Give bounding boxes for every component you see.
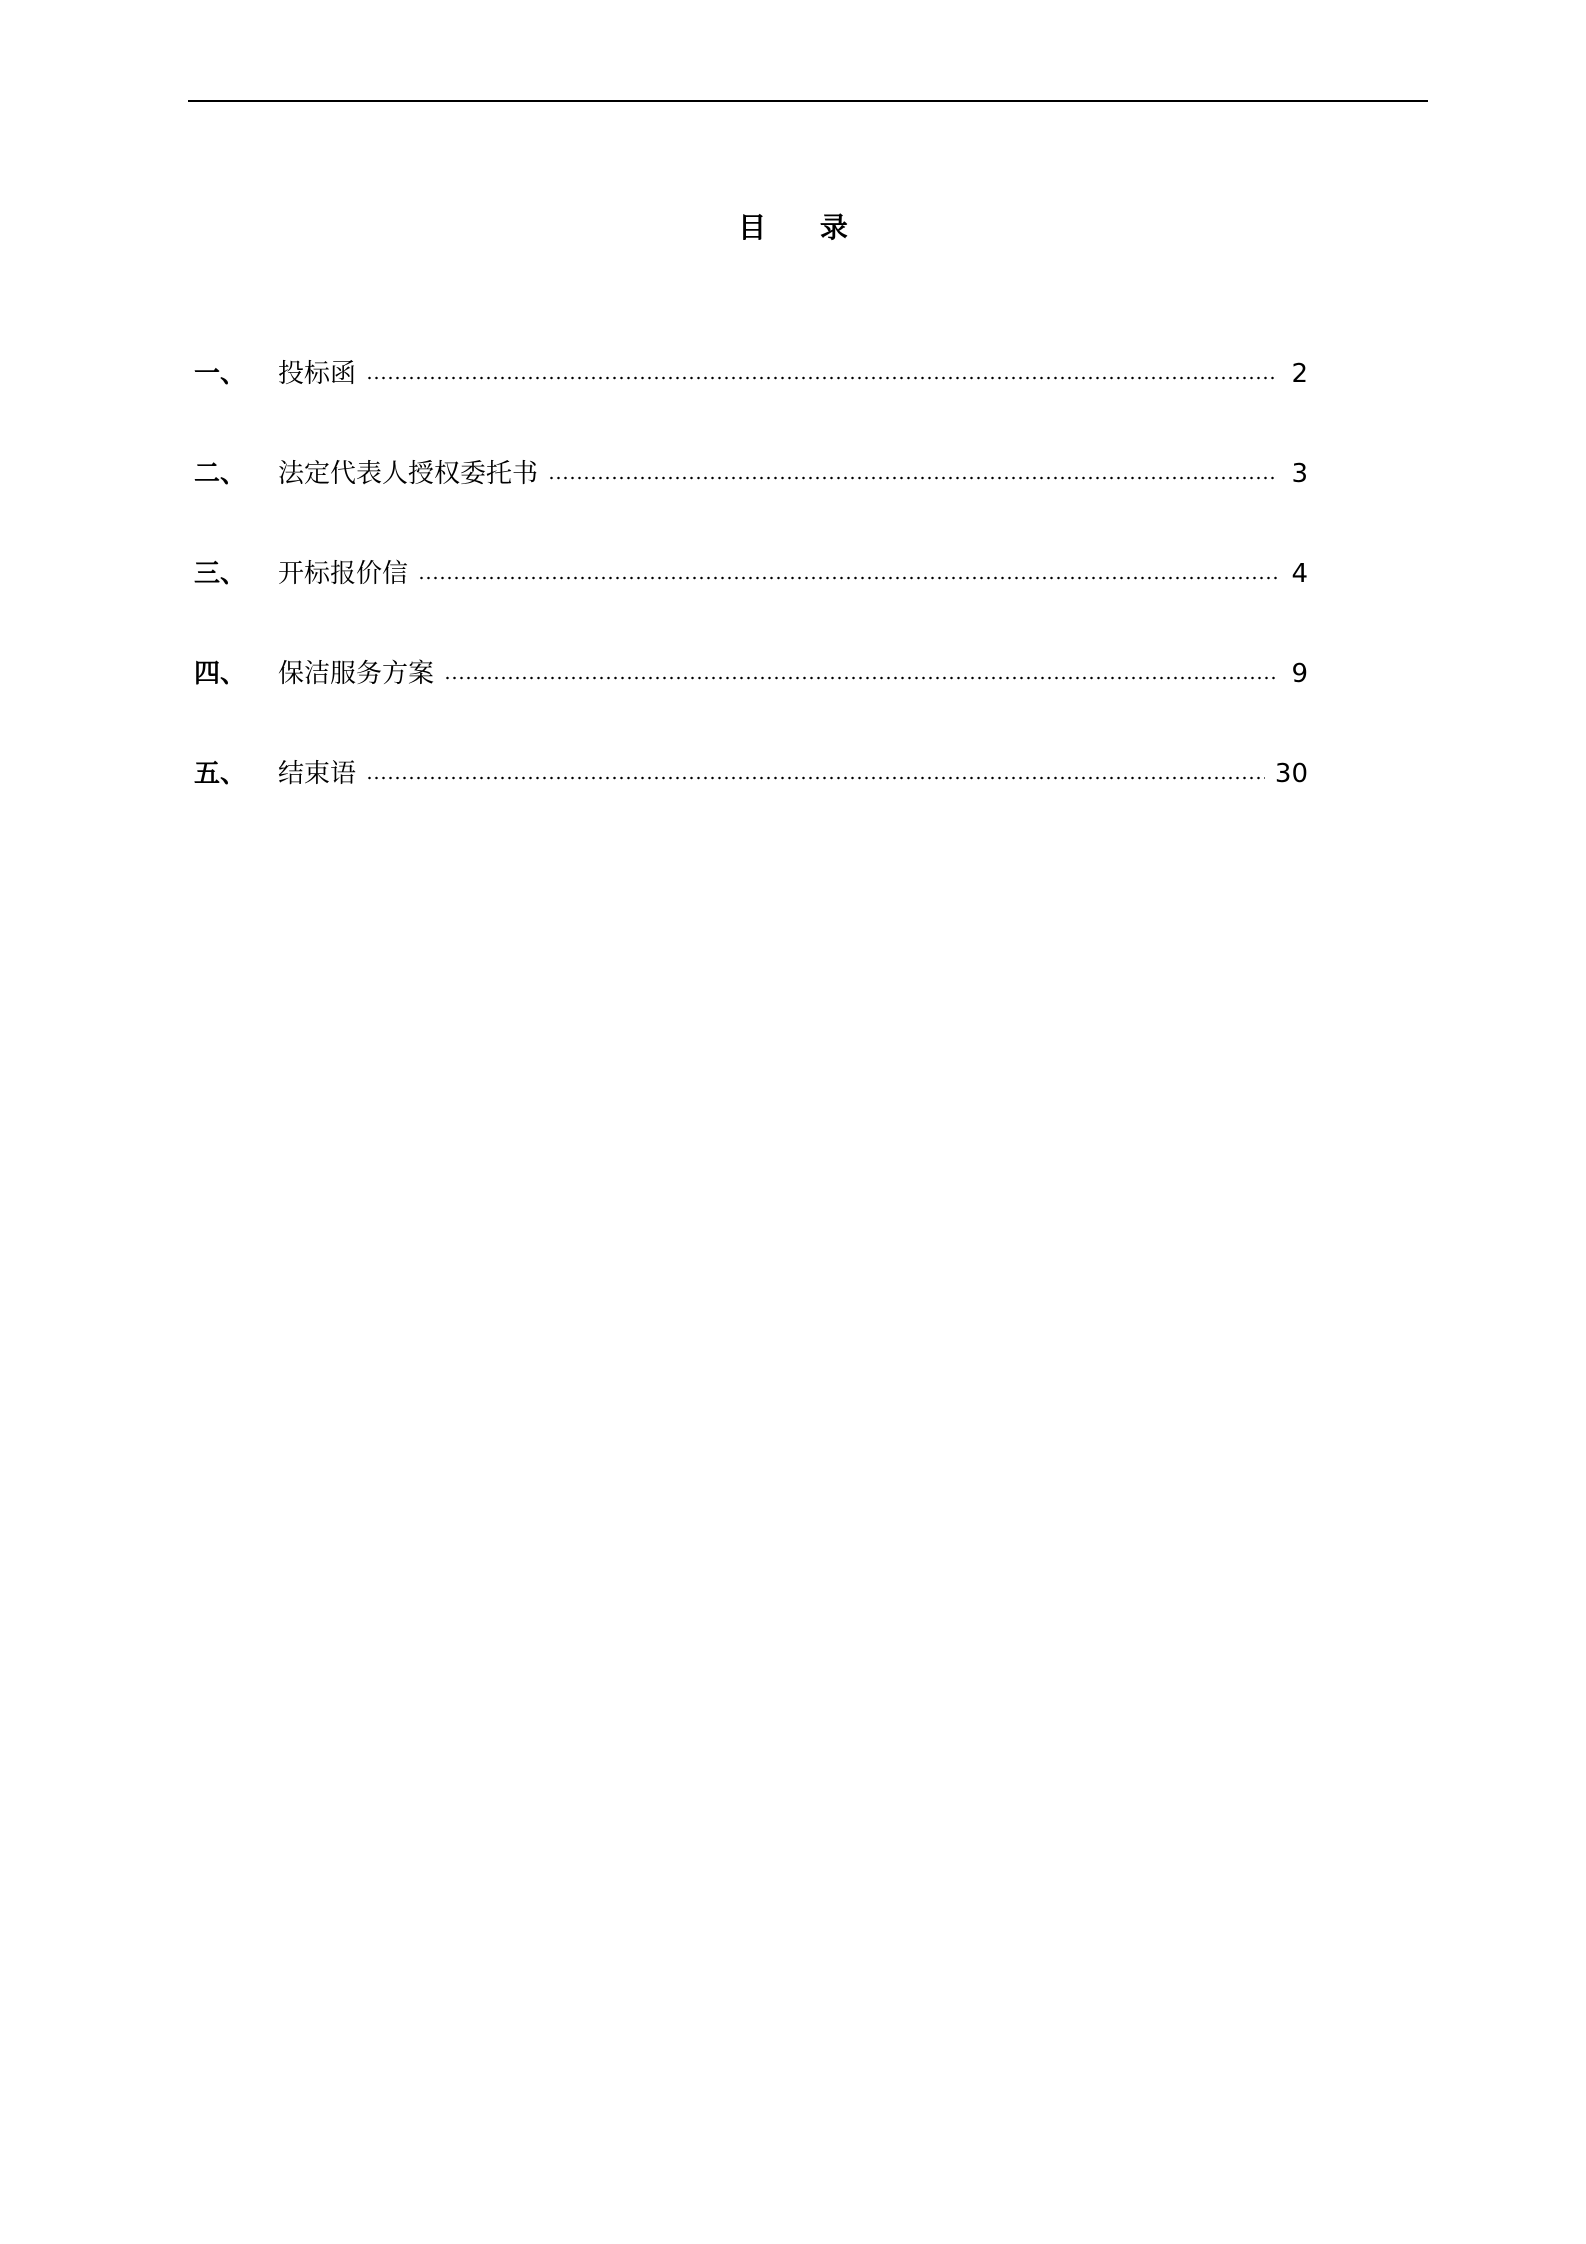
toc-entry-page[interactable]: 4 [1291, 559, 1308, 589]
header-rule [188, 100, 1428, 102]
toc-entry-page[interactable]: 2 [1291, 359, 1308, 389]
toc-entry[interactable] [194, 454, 1308, 554]
toc-list [194, 354, 1308, 854]
toc-entry-label[interactable]: 投标函 [278, 359, 357, 389]
toc-entry-label[interactable]: 法定代表人授权委托书 [278, 459, 539, 489]
toc-dot-leader [366, 376, 1278, 380]
toc-entry[interactable] [194, 354, 1308, 454]
toc-entry-number: 二、 [194, 459, 247, 489]
toc-entry[interactable] [194, 754, 1308, 854]
toc-entry-label[interactable]: 保洁服务方案 [278, 659, 435, 689]
toc-title: 目 录 [738, 211, 870, 244]
toc-entry-page[interactable]: 30 [1274, 759, 1308, 789]
toc-entry-number: 三、 [194, 559, 247, 589]
toc-entry-number: 四、 [194, 659, 247, 689]
toc-dot-leader [418, 576, 1278, 580]
toc-entry-number: 五、 [194, 759, 247, 789]
toc-entry-page[interactable]: 3 [1291, 459, 1308, 489]
toc-entry[interactable] [194, 654, 1308, 754]
toc-dot-leader [444, 676, 1278, 680]
toc-entry-label[interactable]: 开标报价信 [278, 559, 409, 589]
toc-dot-leader [548, 476, 1278, 480]
toc-entry[interactable] [194, 554, 1308, 654]
toc-entry-page[interactable]: 9 [1291, 659, 1308, 689]
toc-entry-number: 一、 [194, 359, 247, 389]
toc-dot-leader [366, 776, 1265, 780]
toc-entry-label[interactable]: 结束语 [278, 759, 357, 789]
